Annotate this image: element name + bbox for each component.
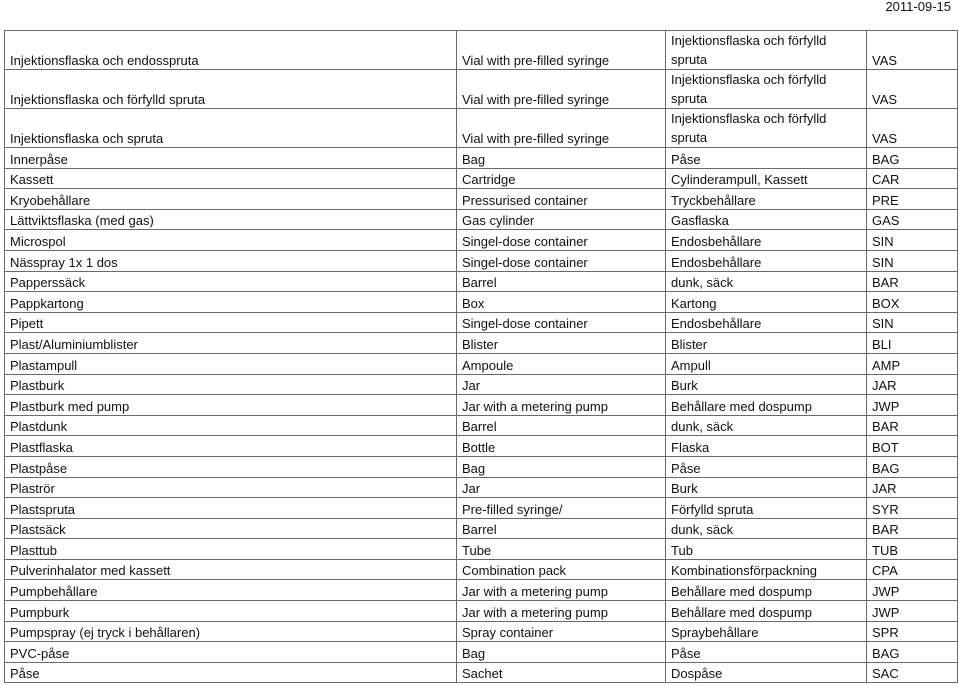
english-term-cell: Combination pack	[457, 559, 666, 580]
table-row	[5, 189, 958, 210]
code-cell: CAR	[867, 168, 958, 189]
standard-term-cell: Endosbehållare	[666, 250, 867, 271]
table-row	[5, 559, 958, 580]
code-cell: BAR	[867, 518, 958, 539]
english-term-cell: Jar	[457, 477, 666, 498]
swedish-term-cell: Plastburk med pump	[5, 395, 457, 416]
code-cell: SIN	[867, 230, 958, 251]
code-cell: TUB	[867, 539, 958, 560]
code-cell: VAS	[867, 70, 958, 109]
swedish-term-cell: Microspol	[5, 230, 457, 251]
table-row	[5, 230, 958, 251]
standard-term-cell: Påse	[666, 456, 867, 477]
swedish-term-cell: Pumpbehållare	[5, 580, 457, 601]
table-row	[5, 580, 958, 601]
standard-term-cell: Blister	[666, 333, 867, 354]
english-term-cell: Bag	[457, 642, 666, 663]
table-row	[5, 168, 958, 189]
swedish-term-cell: PVC-påse	[5, 642, 457, 663]
english-term-cell: Blister	[457, 333, 666, 354]
code-cell: BAR	[867, 415, 958, 436]
swedish-term-cell: Injektionsflaska och spruta	[5, 109, 457, 148]
standard-term-cell: dunk, säck	[666, 271, 867, 292]
standard-term-cell: Flaska	[666, 436, 867, 457]
standard-term-cell: Tub	[666, 539, 867, 560]
swedish-term-cell: Papperssäck	[5, 271, 457, 292]
table-row	[5, 374, 958, 395]
english-term-cell: Pre-filled syringe/	[457, 498, 666, 519]
english-term-cell: Bag	[457, 148, 666, 169]
table-row	[5, 292, 958, 313]
table-row	[5, 395, 958, 416]
table-row	[5, 353, 958, 374]
swedish-term-cell: Pulverinhalator med kassett	[5, 559, 457, 580]
english-term-cell: Ampoule	[457, 353, 666, 374]
swedish-term-cell: Nässpray 1x 1 dos	[5, 250, 457, 271]
code-cell: BAG	[867, 642, 958, 663]
table-row	[5, 436, 958, 457]
standard-term-cell: Endosbehållare	[666, 312, 867, 333]
code-cell: SIN	[867, 312, 958, 333]
swedish-term-cell: Pipett	[5, 312, 457, 333]
english-term-cell: Pressurised container	[457, 189, 666, 210]
english-term-cell: Bottle	[457, 436, 666, 457]
swedish-term-cell: Plaströr	[5, 477, 457, 498]
code-cell: CPA	[867, 559, 958, 580]
standard-term-cell: Injektionsflaska och förfylld spruta	[666, 70, 867, 109]
english-term-cell: Vial with pre-filled syringe	[457, 70, 666, 109]
code-cell: JWP	[867, 601, 958, 622]
english-term-cell: Box	[457, 292, 666, 313]
standard-term-cell: dunk, säck	[666, 415, 867, 436]
code-cell: VAS	[867, 109, 958, 148]
swedish-term-cell: Plastampull	[5, 353, 457, 374]
english-term-cell: Jar with a metering pump	[457, 580, 666, 601]
english-term-cell: Jar	[457, 374, 666, 395]
standard-term-cell: Kombinationsförpackning	[666, 559, 867, 580]
code-cell: PRE	[867, 189, 958, 210]
table-row	[5, 333, 958, 354]
code-cell: SIN	[867, 250, 958, 271]
table-row	[5, 31, 958, 70]
standard-term-cell: Endosbehållare	[666, 230, 867, 251]
english-term-cell: Spray container	[457, 621, 666, 642]
english-term-cell: Sachet	[457, 662, 666, 683]
table-row	[5, 148, 958, 169]
standard-term-cell: Gasflaska	[666, 209, 867, 230]
code-cell: BAG	[867, 456, 958, 477]
english-term-cell: Vial with pre-filled syringe	[457, 109, 666, 148]
standard-term-cell: dunk, säck	[666, 518, 867, 539]
swedish-term-cell: Injektionsflaska och endosspruta	[5, 31, 457, 70]
english-term-cell: Barrel	[457, 271, 666, 292]
english-term-cell: Singel-dose container	[457, 250, 666, 271]
standard-term-cell: Dospåse	[666, 662, 867, 683]
swedish-term-cell: Pappkartong	[5, 292, 457, 313]
english-term-cell: Cartridge	[457, 168, 666, 189]
packaging-table-body	[5, 31, 958, 683]
table-row	[5, 209, 958, 230]
code-cell: BAR	[867, 271, 958, 292]
standard-term-cell: Burk	[666, 477, 867, 498]
english-term-cell: Barrel	[457, 415, 666, 436]
swedish-term-cell: Plastdunk	[5, 415, 457, 436]
swedish-term-cell: Plastspruta	[5, 498, 457, 519]
standard-term-cell: Behållare med dospump	[666, 601, 867, 622]
swedish-term-cell: Plastflaska	[5, 436, 457, 457]
standard-term-cell: Burk	[666, 374, 867, 395]
english-term-cell: Vial with pre-filled syringe	[457, 31, 666, 70]
swedish-term-cell: Kassett	[5, 168, 457, 189]
swedish-term-cell: Pumpspray (ej tryck i behållaren)	[5, 621, 457, 642]
swedish-term-cell: Pumpburk	[5, 601, 457, 622]
table-row	[5, 271, 958, 292]
table-row	[5, 477, 958, 498]
standard-term-cell: Spraybehållare	[666, 621, 867, 642]
standard-term-cell: Behållare med dospump	[666, 395, 867, 416]
code-cell: JAR	[867, 477, 958, 498]
table-row	[5, 456, 958, 477]
standard-term-cell: Påse	[666, 642, 867, 663]
standard-term-cell: Cylinderampull, Kassett	[666, 168, 867, 189]
standard-term-cell: Tryckbehållare	[666, 189, 867, 210]
english-term-cell: Singel-dose container	[457, 230, 666, 251]
table-row	[5, 642, 958, 663]
english-term-cell: Barrel	[457, 518, 666, 539]
code-cell: JAR	[867, 374, 958, 395]
packaging-table	[4, 30, 958, 683]
standard-term-cell: Behållare med dospump	[666, 580, 867, 601]
swedish-term-cell: Kryobehållare	[5, 189, 457, 210]
code-cell: JWP	[867, 580, 958, 601]
code-cell: SPR	[867, 621, 958, 642]
swedish-term-cell: Injektionsflaska och förfylld spruta	[5, 70, 457, 109]
code-cell: SYR	[867, 498, 958, 519]
table-row	[5, 621, 958, 642]
code-cell: BAG	[867, 148, 958, 169]
code-cell: BOX	[867, 292, 958, 313]
english-term-cell: Singel-dose container	[457, 312, 666, 333]
table-row	[5, 539, 958, 560]
table-row	[5, 312, 958, 333]
table-row	[5, 70, 958, 109]
english-term-cell: Jar with a metering pump	[457, 395, 666, 416]
swedish-term-cell: Lättviktsflaska (med gas)	[5, 209, 457, 230]
english-term-cell: Gas cylinder	[457, 209, 666, 230]
swedish-term-cell: Plasttub	[5, 539, 457, 560]
standard-term-cell: Ampull	[666, 353, 867, 374]
english-term-cell: Jar with a metering pump	[457, 601, 666, 622]
swedish-term-cell: Plastsäck	[5, 518, 457, 539]
swedish-term-cell: Plast/Aluminiumblister	[5, 333, 457, 354]
code-cell: SAC	[867, 662, 958, 683]
code-cell: BLI	[867, 333, 958, 354]
code-cell: AMP	[867, 353, 958, 374]
standard-term-cell: Påse	[666, 148, 867, 169]
standard-term-cell: Kartong	[666, 292, 867, 313]
swedish-term-cell: Påse	[5, 662, 457, 683]
english-term-cell: Bag	[457, 456, 666, 477]
english-term-cell: Tube	[457, 539, 666, 560]
table-row	[5, 601, 958, 622]
table-row	[5, 250, 958, 271]
document-date: 2011-09-15	[885, 0, 951, 14]
table-row	[5, 518, 958, 539]
table-row	[5, 662, 958, 683]
code-cell: JWP	[867, 395, 958, 416]
table-row	[5, 498, 958, 519]
standard-term-cell: Injektionsflaska och förfylld spruta	[666, 31, 867, 70]
standard-term-cell: Förfylld spruta	[666, 498, 867, 519]
swedish-term-cell: Plastpåse	[5, 456, 457, 477]
standard-term-cell: Injektionsflaska och förfylld spruta	[666, 109, 867, 148]
code-cell: VAS	[867, 31, 958, 70]
table-row	[5, 109, 958, 148]
swedish-term-cell: Plastburk	[5, 374, 457, 395]
code-cell: BOT	[867, 436, 958, 457]
swedish-term-cell: Innerpåse	[5, 148, 457, 169]
table-row	[5, 415, 958, 436]
code-cell: GAS	[867, 209, 958, 230]
